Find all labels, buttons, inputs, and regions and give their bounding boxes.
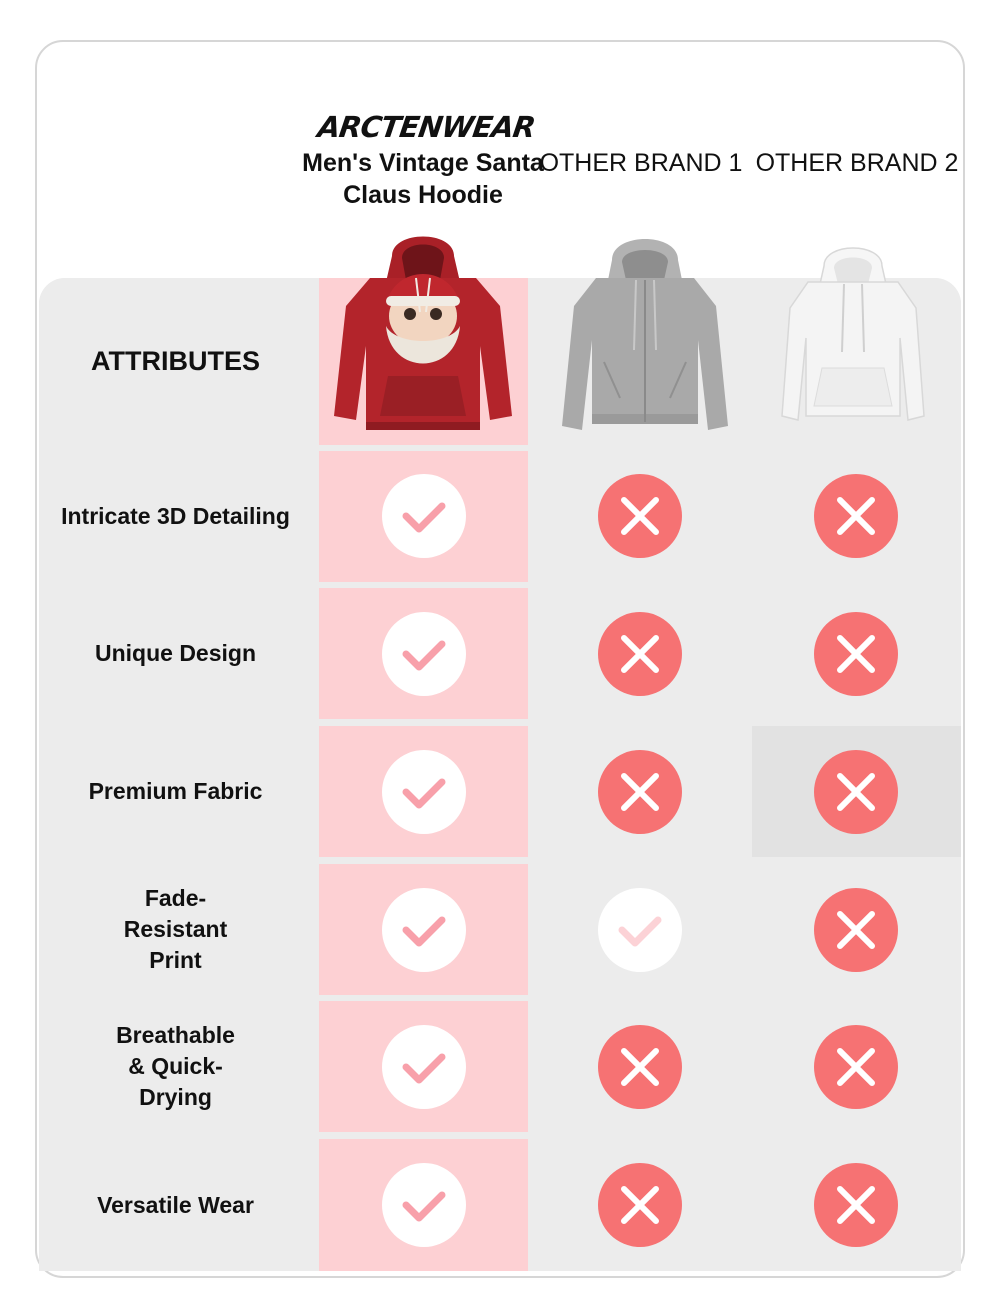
column-header-other-brand-1: OTHER BRAND 1 — [539, 149, 743, 177]
column-header-other-brand-2: OTHER BRAND 2 — [755, 149, 959, 177]
check-mark-icon — [382, 474, 466, 558]
attribute-label: Premium Fabric — [88, 778, 263, 804]
cross-mark-icon — [814, 474, 898, 558]
check-mark-icon — [382, 750, 466, 834]
attribute-label: Intricate 3D Detailing — [61, 503, 290, 529]
cross-mark-icon — [814, 1163, 898, 1247]
check-mark-icon — [382, 612, 466, 696]
cross-mark-icon — [598, 750, 682, 834]
check-mark-icon — [598, 888, 682, 972]
attribute-label: Unique Design — [94, 640, 256, 666]
check-mark-icon — [382, 888, 466, 972]
cross-mark-icon — [598, 474, 682, 558]
brand-logo: ARCTENWEAR — [315, 110, 537, 144]
cross-mark-icon — [598, 1025, 682, 1109]
cross-mark-icon — [814, 612, 898, 696]
attribute-label: Versatile Wear — [97, 1191, 254, 1218]
check-mark-icon — [382, 1025, 466, 1109]
grey-zip-hoodie-image — [560, 230, 730, 432]
cross-mark-icon — [814, 1025, 898, 1109]
check-mark-icon — [382, 1163, 466, 1247]
attributes-heading: ATTRIBUTES — [91, 346, 260, 376]
cross-mark-icon — [598, 612, 682, 696]
cross-mark-icon — [598, 1163, 682, 1247]
santa-hoodie-image — [330, 226, 516, 432]
white-hoodie-image — [780, 240, 926, 422]
product-title: Men's Vintage Santa Claus Hoodie — [302, 149, 544, 209]
attribute-label: Fade-Resistant Print — [123, 885, 228, 973]
cross-mark-icon — [814, 750, 898, 834]
cross-mark-icon — [814, 888, 898, 972]
attribute-label: Breathable & Quick-Drying — [116, 1022, 235, 1110]
